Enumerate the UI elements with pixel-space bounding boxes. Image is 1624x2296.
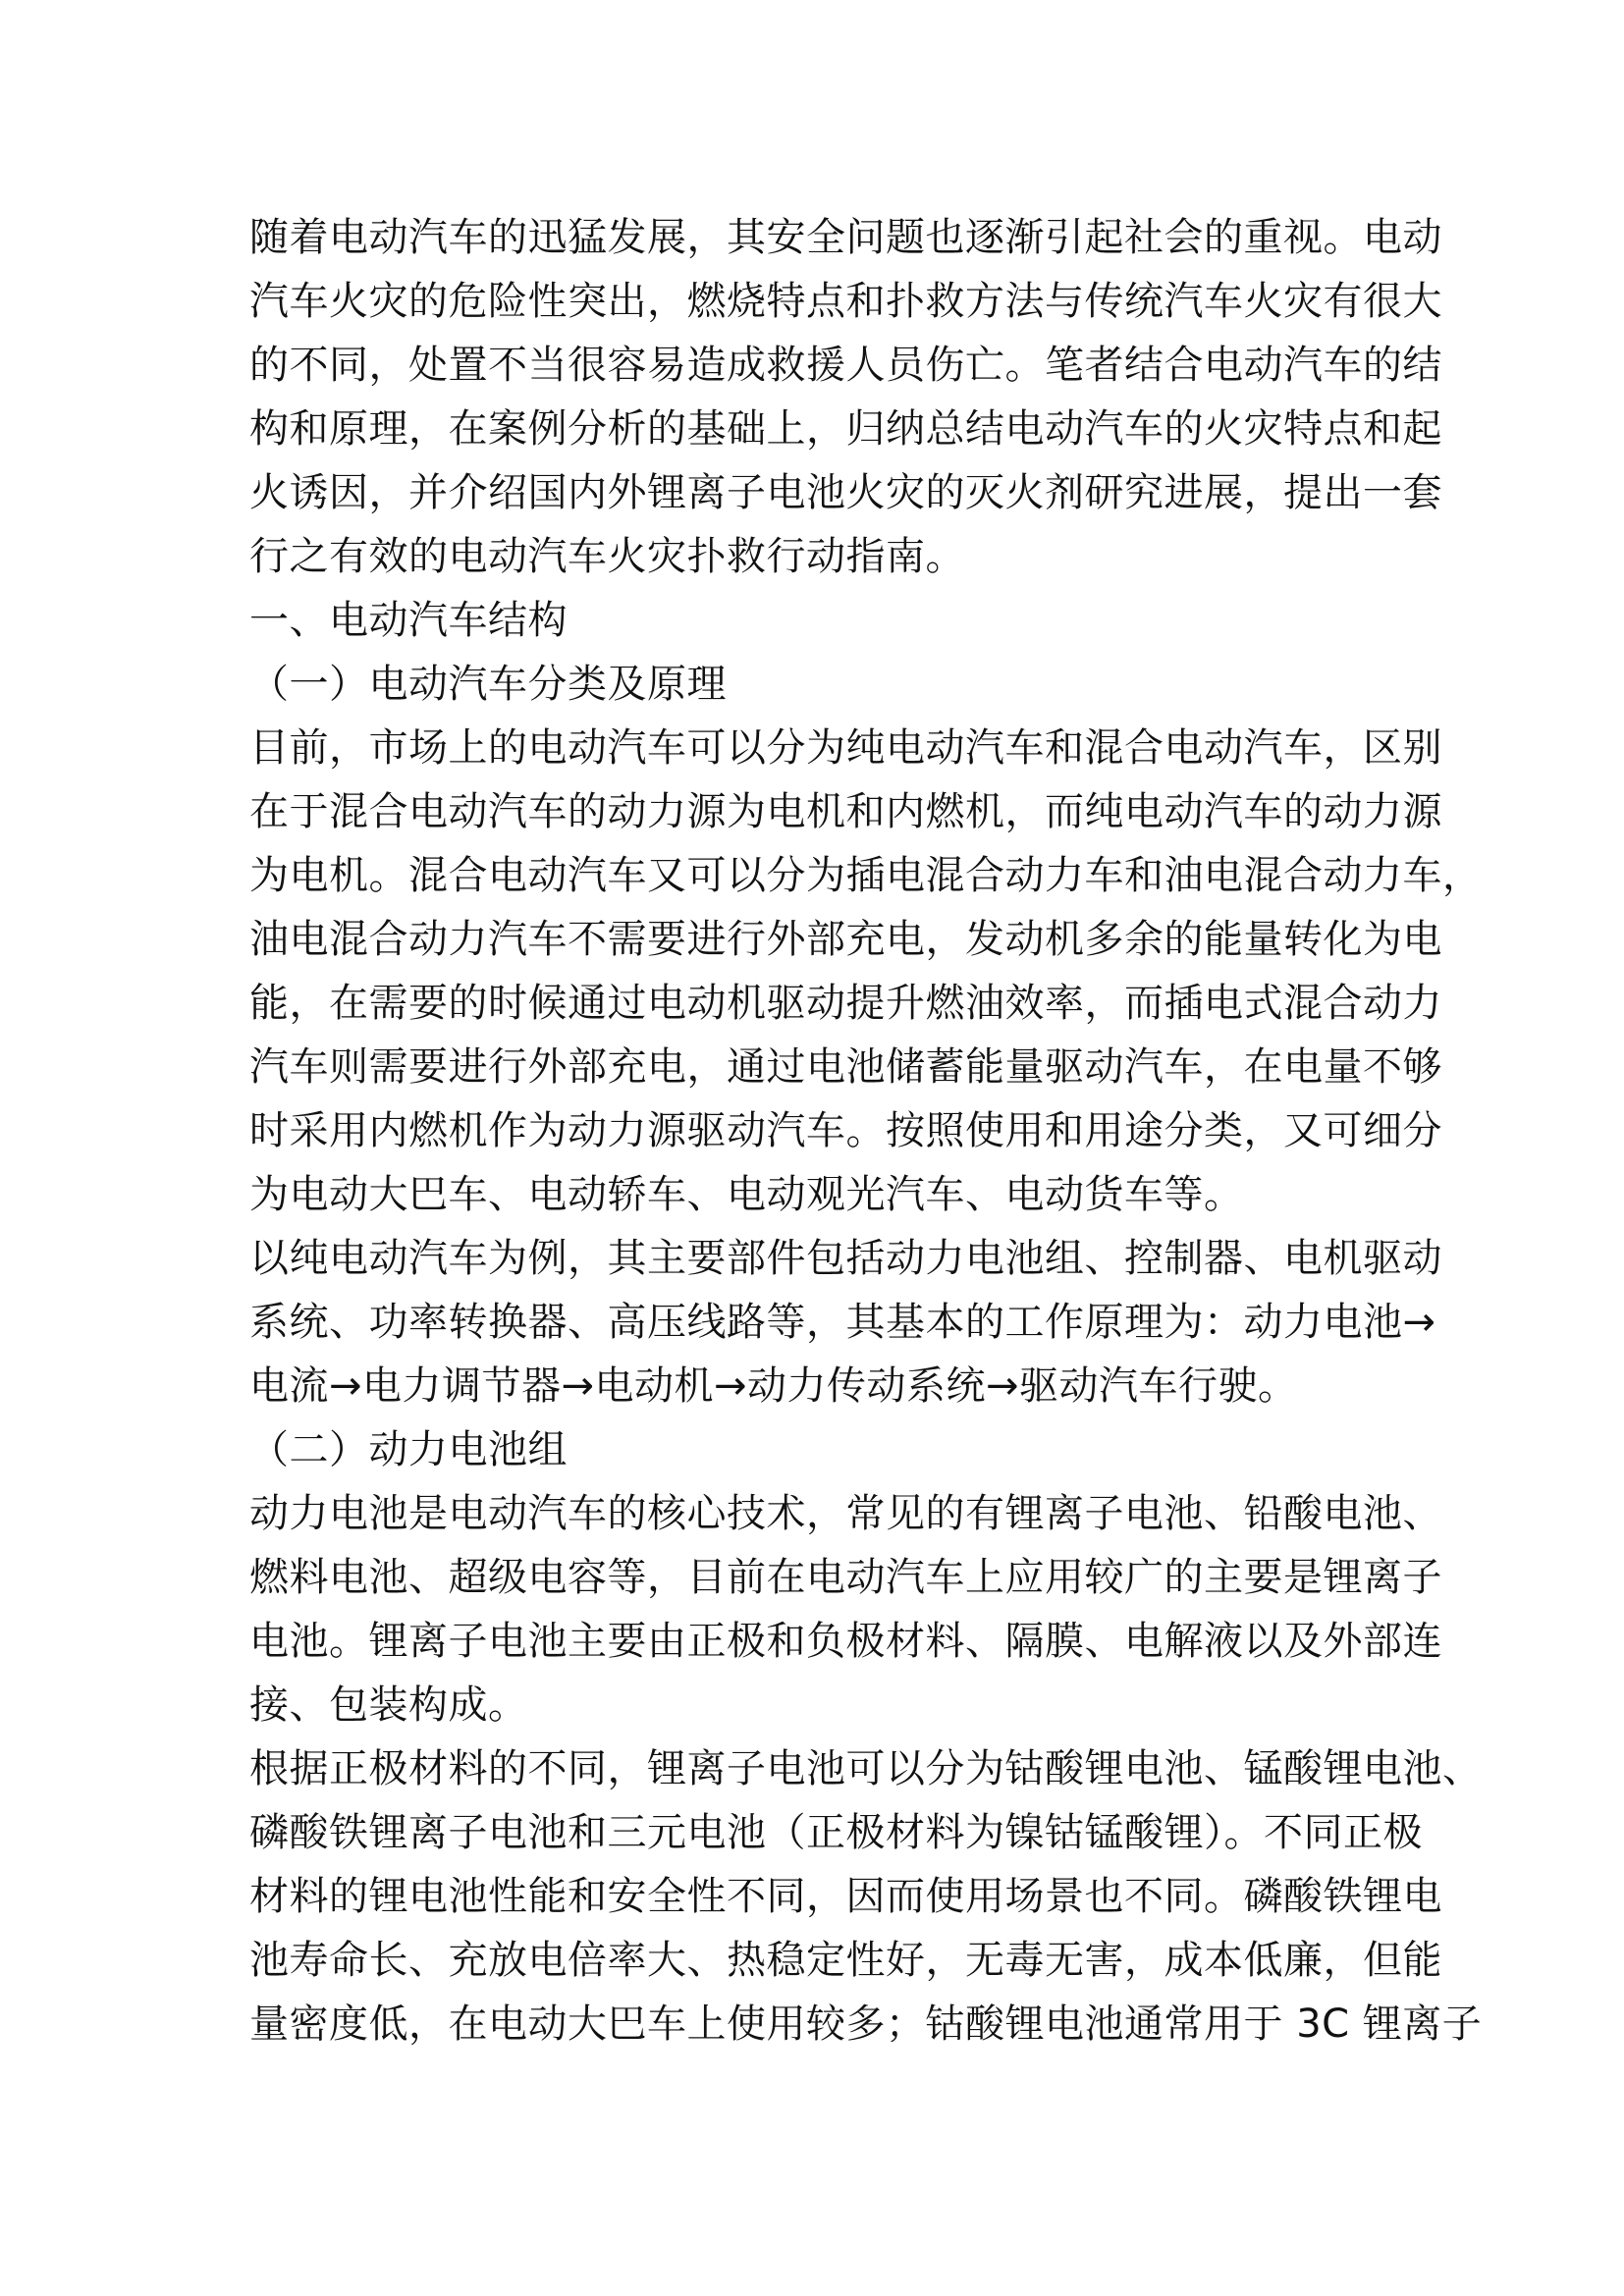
body-line: 磷酸铁锂离子电池和三元电池（正极材料为镍钴锰酸锂）。不同正极 (249, 1810, 1423, 1855)
body-line: 燃料电池、超级电容等，目前在电动汽车上应用较广的主要是锂离子 (249, 1555, 1442, 1600)
body-line: 动力电池是电动汽车的核心技术，常见的有锂离子电池、铅酸电池、 (249, 1491, 1442, 1536)
document-page (249, 206, 1483, 2056)
body-line: 以纯电动汽车为例，其主要部件包括动力电池组、控制器、电机驱动 (249, 1236, 1442, 1281)
section-heading: 一、电动汽车结构 (249, 598, 568, 643)
body-line: 池寿命长、充放电倍率大、热稳定性好，无毒无害，成本低廉，但能 (249, 1938, 1442, 1983)
body-line: 随着电动汽车的迅猛发展，其安全问题也逐渐引起社会的重视。电动 (249, 215, 1442, 260)
body-line: 量密度低，在电动大巴车上使用较多；钴酸锂电池通常用于 3C 锂离子 (249, 2002, 1483, 2047)
body-line: 电池。锂离子电池主要由正极和负极材料、隔膜、电解液以及外部连 (249, 1619, 1442, 1664)
body-line: 行之有效的电动汽车火灾扑救行动指南。 (249, 534, 965, 579)
body-line: 时采用内燃机作为动力源驱动汽车。按照使用和用途分类，又可细分 (249, 1108, 1442, 1153)
body-line: 汽车则需要进行外部充电，通过电池储蓄能量驱动汽车，在电量不够 (249, 1044, 1442, 1090)
body-line: 汽车火灾的危险性突出，燃烧特点和扑救方法与传统汽车火灾有很大 (249, 279, 1442, 324)
body-line: 系统、功率转换器、高压线路等，其基本的工作原理为：动力电池→ (249, 1300, 1436, 1345)
subsection-heading: （一）电动汽车分类及原理 (249, 662, 727, 707)
body-line: 材料的锂电池性能和安全性不同，因而使用场景也不同。磷酸铁锂电 (249, 1874, 1442, 1919)
body-line: 构和原理，在案例分析的基础上，归纳总结电动汽车的火灾特点和起 (249, 406, 1442, 452)
body-line: 的不同，处置不当很容易造成救援人员伤亡。笔者结合电动汽车的结 (249, 343, 1442, 388)
body-line: 在于混合电动汽车的动力源为电机和内燃机，而纯电动汽车的动力源 (249, 789, 1442, 834)
subsection-heading: （二）动力电池组 (249, 1427, 568, 1472)
body-line: 根据正极材料的不同，锂离子电池可以分为钴酸锂电池、锰酸锂电池、 (249, 1746, 1483, 1791)
body-line: 能，在需要的时候通过电动机驱动提升燃油效率，而插电式混合动力 (249, 981, 1442, 1026)
body-line: 火诱因，并介绍国内外锂离子电池火灾的灭火剂研究进展，提出一套 (249, 470, 1442, 515)
body-line: 目前，市场上的电动汽车可以分为纯电动汽车和混合电动汽车，区别 (249, 725, 1442, 771)
body-line: 接、包装构成。 (249, 1682, 528, 1728)
body-line: 为电机。混合电动汽车又可以分为插电混合动力车和油电混合动力车， (249, 853, 1483, 898)
body-line: 油电混合动力汽车不需要进行外部充电，发动机多余的能量转化为电 (249, 917, 1442, 962)
body-line: 为电动大巴车、电动轿车、电动观光汽车、电动货车等。 (249, 1172, 1244, 1217)
body-line: 电流→电力调节器→电动机→动力传动系统→驱动汽车行驶。 (249, 1363, 1298, 1409)
